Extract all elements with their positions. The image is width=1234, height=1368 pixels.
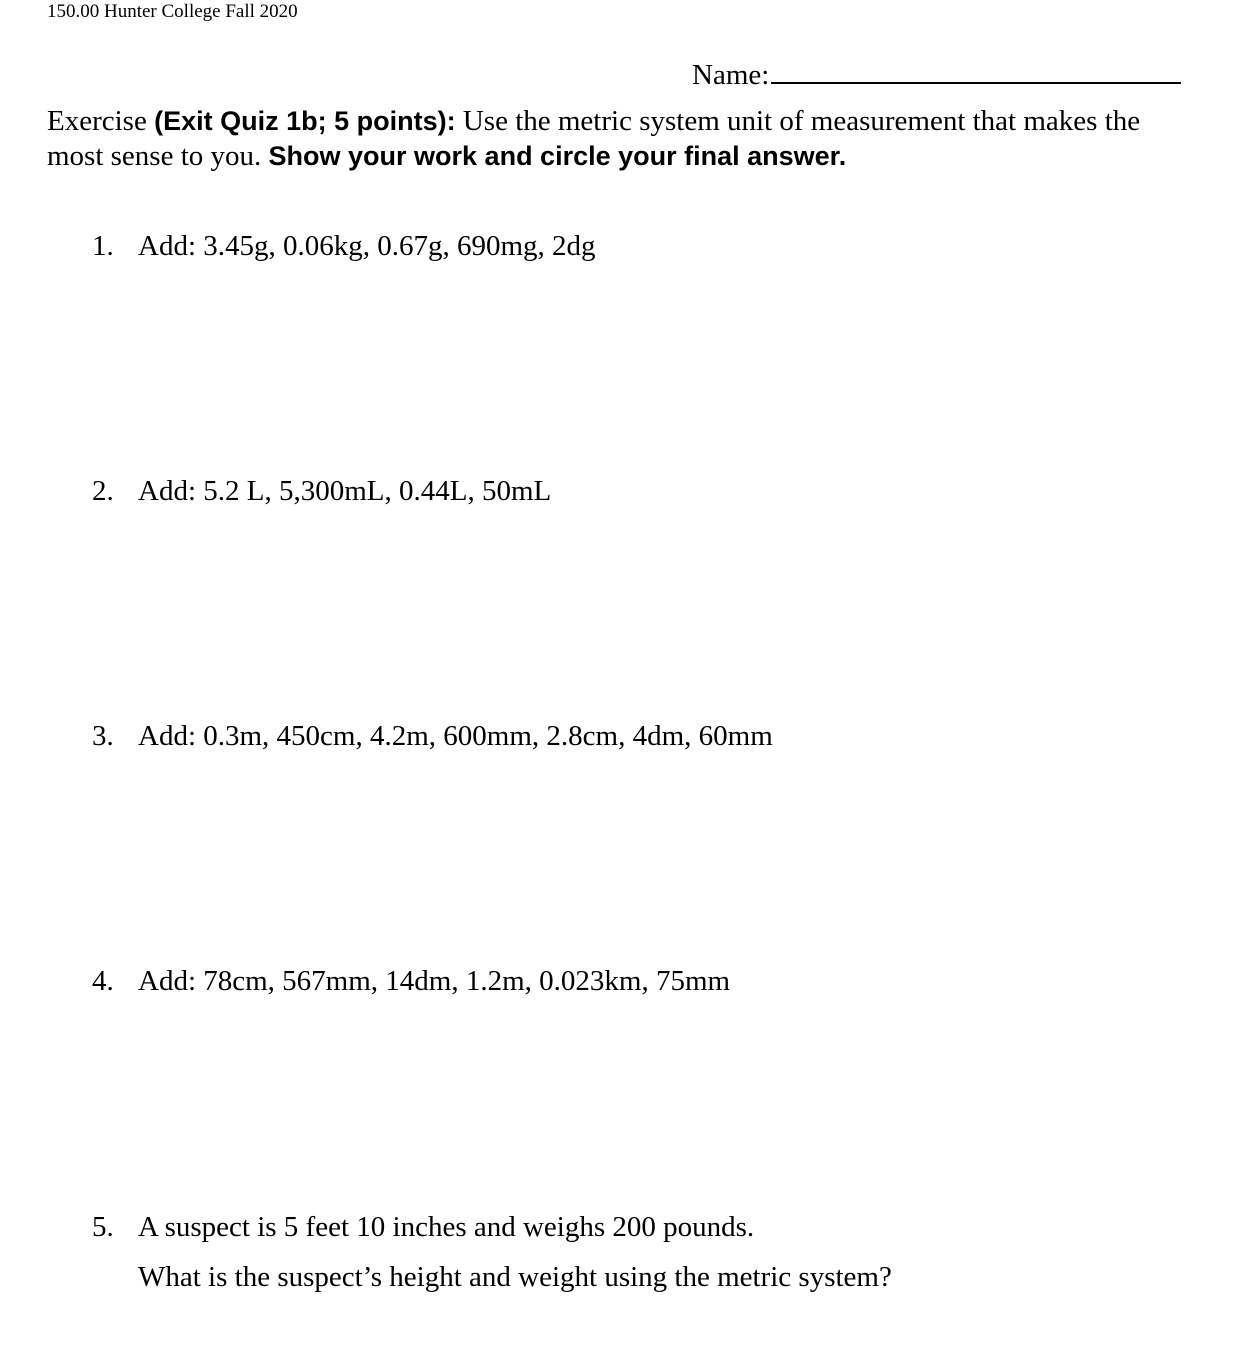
exercise-instructions	[47, 104, 1187, 174]
question-number: 3.	[92, 720, 114, 752]
question-2	[92, 473, 551, 509]
question-3	[92, 718, 773, 754]
question-number: 2.	[92, 475, 114, 507]
name-field	[692, 54, 1181, 93]
question-number: 5.	[92, 1211, 114, 1243]
instructions-emphasis: Show your work and circle your final answer.	[268, 141, 847, 171]
name-label: Name:	[692, 59, 770, 91]
question-5	[92, 1209, 754, 1245]
question-number: 4.	[92, 965, 114, 997]
question-text: A suspect is 5 feet 10 inches and weighs 200 pounds.	[138, 1211, 755, 1243]
quiz-label: (Exit Quiz 1b; 5 points):	[154, 106, 456, 136]
course-header: 150.00 Hunter College Fall 2020	[47, 1, 298, 22]
question-4	[92, 963, 730, 999]
question-text: Add: 5.2 L, 5,300mL, 0.44L, 50mL	[138, 475, 552, 507]
instructions-body: Use the metric system unit of measurement that makes the most sense to you.	[47, 105, 1141, 172]
question-5-followup: What is the suspect’s height and weight using the metric system?	[138, 1261, 892, 1293]
question-1	[92, 228, 596, 264]
instructions-lead: Exercise	[47, 105, 155, 137]
name-blank-line	[771, 54, 1181, 84]
question-text: Add: 0.3m, 450cm, 4.2m, 600mm, 2.8cm, 4dm, 60mm	[138, 720, 773, 752]
question-text: Add: 78cm, 567mm, 14dm, 1.2m, 0.023km, 75mm	[138, 965, 731, 997]
question-number: 1.	[92, 230, 114, 262]
question-text: Add: 3.45g, 0.06kg, 0.67g, 690mg, 2dg	[138, 230, 596, 262]
